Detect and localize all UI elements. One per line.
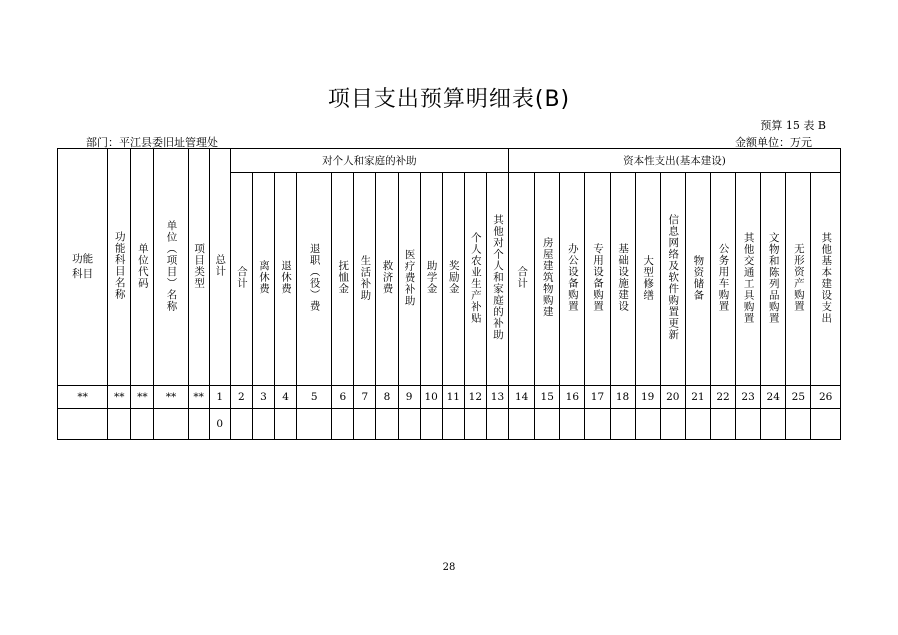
personal-subsidy-header-label: 救济费 [381,260,394,295]
data-cell [464,409,486,440]
sub-header-cell [297,173,332,386]
header-project-type: 项目类型 [193,242,206,289]
column-number-cell: 14 [509,386,535,409]
sub-header-cell [274,173,296,386]
data-cell [398,409,420,440]
page-title: 项目支出预算明细表(B) [327,87,571,112]
data-cell [535,409,560,440]
column-number-cell: ** [131,386,154,409]
column-number-cell: 22 [710,386,735,409]
capital-expenditure-header-label: 房屋建筑物购建 [541,237,554,318]
personal-subsidy-header-label: 退休费 [280,260,293,295]
header-total: 总计 [214,254,227,277]
column-number-cell: 2 [230,386,252,409]
data-cell [230,409,252,440]
capital-expenditure-header-label: 其他交通工具购置 [742,231,755,324]
sub-header-cell [252,173,274,386]
capital-expenditure-header-label: 其他基本建设支出 [820,231,833,324]
data-cell [635,409,660,440]
data-cell [560,409,585,440]
data-cell [332,409,354,440]
column-number-cell: 15 [535,386,560,409]
budget-detail-table [57,148,841,440]
data-cell [811,409,841,440]
column-number-cell: 26 [811,386,841,409]
data-cell [660,409,685,440]
fixed-header-cell [58,149,108,386]
personal-subsidy-header-label: 退职（役）费 [308,243,321,312]
column-number-cell: 13 [486,386,508,409]
personal-subsidy-header-label: 奖励金 [447,260,460,295]
column-number-cell: 23 [736,386,761,409]
sub-header-cell [398,173,420,386]
unit-label: 金额单位：万元 [735,136,812,149]
sub-header-cell [332,173,354,386]
personal-subsidy-header-label: 生活补助 [359,254,372,301]
sub-header-cell [685,173,710,386]
data-cell [509,409,535,440]
personal-subsidy-header-label: 抚恤金 [337,260,350,295]
header-function-name: 功能科目名称 [113,231,126,300]
data-cell [610,409,635,440]
capital-expenditure-header-label: 专用设备购置 [591,243,604,312]
data-cell [761,409,786,440]
sub-header-cell [230,173,252,386]
data-cell [188,409,209,440]
data-cell [274,409,296,440]
column-number-cell: 20 [660,386,685,409]
data-cell [131,409,154,440]
data-cell [108,409,131,440]
capital-expenditure-header-label: 办公设备购置 [566,243,579,312]
column-number-cell: 21 [685,386,710,409]
sub-header-cell [585,173,610,386]
column-number-cell: 4 [274,386,296,409]
capital-expenditure-header-label: 无形资产购置 [792,243,805,312]
sub-header-cell [376,173,398,386]
column-number-cell: 6 [332,386,354,409]
column-number-cell: ** [58,386,108,409]
column-number-cell: 11 [442,386,464,409]
data-cell [154,409,188,440]
header-unit-name: 单位（项目）名称 [165,219,178,312]
data-cell [685,409,710,440]
column-number-cell: 10 [420,386,442,409]
capital-expenditure-header-label: 公务用车购置 [717,243,730,312]
column-number-cell: 7 [354,386,376,409]
personal-subsidy-header-label: 助学金 [425,260,438,295]
column-number-cell: 17 [585,386,610,409]
data-cell [736,409,761,440]
personal-subsidy-header-label: 医疗费补助 [403,248,416,307]
data-cell [252,409,274,440]
data-cell [710,409,735,440]
sub-header-cell [442,173,464,386]
sub-header-cell [560,173,585,386]
column-number-cell: 19 [635,386,660,409]
personal-subsidy-header-label: 合计 [235,266,248,289]
data-cell [354,409,376,440]
sub-header-cell [710,173,735,386]
fixed-header-cell [188,149,209,386]
data-cell [486,409,508,440]
data-cell [585,409,610,440]
fixed-header-cell [154,149,188,386]
table-number: 预算 15 表 B [760,119,826,132]
column-number-cell: ** [188,386,209,409]
data-cell [442,409,464,440]
sub-header-cell [486,173,508,386]
column-number-cell: 16 [560,386,585,409]
fixed-header-cell [108,149,131,386]
sub-header-cell [354,173,376,386]
capital-expenditure-header-label: 文物和陈列品购置 [767,231,780,324]
sub-header-cell [635,173,660,386]
sub-header-cell [464,173,486,386]
column-number-cell: 1 [209,386,230,409]
sub-header-cell [761,173,786,386]
data-cell [786,409,811,440]
sub-header-cell [509,173,535,386]
page-number: 28 [442,562,456,573]
sub-header-cell [610,173,635,386]
column-number-cell: 12 [464,386,486,409]
fixed-header-cell [131,149,154,386]
column-number-cell: 24 [761,386,786,409]
sub-header-cell [786,173,811,386]
group-header-capital-expenditure: 资本性支出(基本建设) [509,149,841,173]
personal-subsidy-header-label: 其他对个人和家庭的补助 [491,214,504,341]
header-unit-code: 单位代码 [136,242,149,289]
column-number-cell: 3 [252,386,274,409]
group-header-personal-subsidy: 对个人和家庭的补助 [230,149,508,173]
column-number-cell: ** [154,386,188,409]
sub-header-cell [811,173,841,386]
sub-header-cell [660,173,685,386]
sub-header-cell [420,173,442,386]
header-function-category: 功能 科目 [72,253,94,280]
capital-expenditure-header-label: 大型修缮 [642,254,655,301]
capital-expenditure-header-label: 物资储备 [692,254,705,301]
column-number-cell: ** [108,386,131,409]
capital-expenditure-header-label: 合计 [516,266,529,289]
department-label: 部门：平江县委旧址管理处 [86,136,218,149]
fixed-header-cell [209,149,230,386]
data-cell: 0 [209,409,230,440]
column-number-cell: 9 [398,386,420,409]
personal-subsidy-header-label: 离休费 [257,260,270,295]
data-cell [376,409,398,440]
data-cell [297,409,332,440]
column-number-cell: 8 [376,386,398,409]
column-number-cell: 25 [786,386,811,409]
capital-expenditure-header-label: 信息网络及软件购置更新 [667,214,680,341]
column-number-cell: 5 [297,386,332,409]
personal-subsidy-header-label: 个人农业生产补贴 [469,231,482,324]
sub-header-cell [535,173,560,386]
data-cell [58,409,108,440]
column-number-cell: 18 [610,386,635,409]
capital-expenditure-header-label: 基础设施建设 [617,243,630,312]
sub-header-cell [736,173,761,386]
data-cell [420,409,442,440]
